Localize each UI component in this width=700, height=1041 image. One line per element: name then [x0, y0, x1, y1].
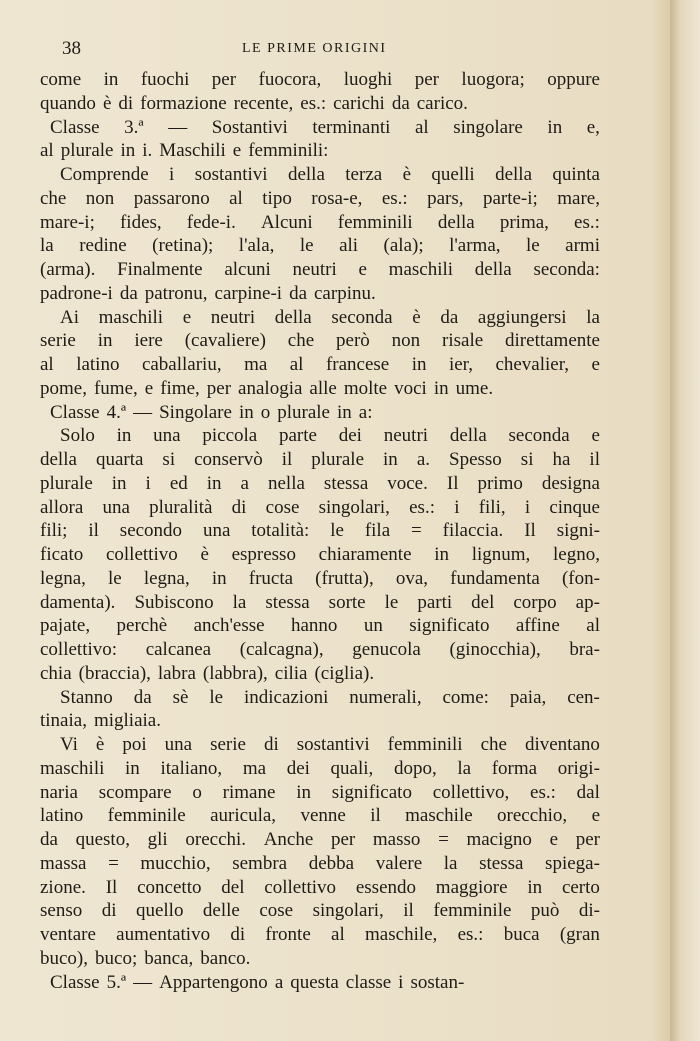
text-line: naria scompare o rimane in significato collettivo, es.: dal — [40, 781, 600, 803]
text-line: da questo, gli orecchi. Anche per masso = macigno e per — [40, 829, 600, 850]
text-line: al plurale in i. Maschili e femminili: — [40, 140, 329, 162]
page-header — [62, 38, 602, 60]
text-line: latino femminile auricula, venne il maschile orecchio, e — [40, 805, 600, 827]
text-line: plurale in i ed in a nella stessa voce. Il primo designa — [40, 472, 600, 494]
text-line: collettivo: calcanea (calcagna), genucola (ginocchia), bra- — [40, 639, 600, 660]
text-line: fili; il secondo una totalità: le fila = filaccia. Il signi- — [40, 520, 600, 542]
body-text — [40, 68, 600, 994]
page-number: 38 — [62, 38, 81, 59]
text-line: pome, fume, e fime, per analogia alle molte voci in ume. — [40, 377, 494, 399]
text-line: Ai maschili e neutri della seconda è da aggiungersi la — [60, 306, 600, 328]
text-line: damenta). Subiscono la stessa sorte le parti del corpo ap- — [40, 591, 600, 613]
text-line: al latino caballariu, ma al francese in ier, chevalier, e — [40, 354, 600, 375]
text-line: come in fuochi per fuocora, luoghi per luogora; oppure — [40, 69, 600, 90]
text-line: (arma). Finalmente alcuni neutri e maschili della seconda: — [40, 259, 600, 280]
text-line: allora una pluralità di cose singolari, es.: i fili, i cinque — [40, 496, 600, 518]
text-line: padrone-i da patronu, carpine-i da carpinu. — [40, 282, 376, 304]
text-line: buco), buco; banca, banco. — [40, 947, 251, 969]
text-line: Comprende i sostantivi della terza è quelli della quinta — [60, 164, 600, 185]
text-line: della quarta si conservò il plurale in a. Spesso si ha il — [40, 449, 600, 470]
text-line: maschili in italiano, ma dei quali, dopo, la forma origi- — [40, 757, 600, 779]
text-line: ventare aumentativo di fronte al maschile, es.: buca (gran — [40, 924, 600, 945]
text-line: quando è di formazione recente, es.: carichi da carico. — [40, 92, 468, 114]
text-line: serie in iere (cavaliere) che però non risale direttamente — [40, 330, 600, 352]
page-edge-shadow — [670, 0, 700, 1041]
text-line: la redine (retina); l'ala, le ali (ala); l'arma, le armi — [40, 235, 600, 257]
text-line: chia (braccia), labra (labbra), cilia (ciglia). — [40, 662, 375, 684]
text-line: Classe 4.ª — Singolare in o plurale in a: — [50, 401, 373, 423]
text-line: pajate, perchè anch'esse hanno un significato affine al — [40, 615, 600, 637]
text-line: Stanno da sè le indicazioni numerali, come: paia, cen- — [60, 686, 600, 708]
text-line: che non passarono al tipo rosa-e, es.: pars, parte-i; mare, — [40, 187, 600, 209]
text-line: mare-i; fides, fede-i. Alcuni femminili della prima, es.: — [40, 211, 600, 233]
text-line: ficato collettivo è espresso chiaramente in lignum, legno, — [40, 544, 600, 565]
text-line: tinaia, migliaia. — [40, 710, 161, 732]
text-line: Vi è poi una serie di sostantivi femminili che diventano — [60, 734, 600, 755]
text-line: legna, le legna, in fructa (frutta), ova, fundamenta (fon- — [40, 567, 600, 589]
running-head: LE PRIME ORIGINI — [242, 41, 387, 56]
text-line: zione. Il concetto del collettivo essendo maggiore in certo — [40, 876, 600, 898]
text-line: senso di quello delle cose singolari, il femminile può di- — [40, 900, 600, 922]
text-line: Classe 5.ª — Appartengono a questa classe i sostan- — [50, 971, 465, 993]
text-line: Solo in una piccola parte dei neutri della seconda e — [60, 425, 600, 447]
text-line: massa = mucchio, sembra debba valere la stessa spiega- — [40, 852, 600, 874]
text-line: Classe 3.ª — Sostantivi terminanti al singolare in e, — [50, 116, 600, 138]
